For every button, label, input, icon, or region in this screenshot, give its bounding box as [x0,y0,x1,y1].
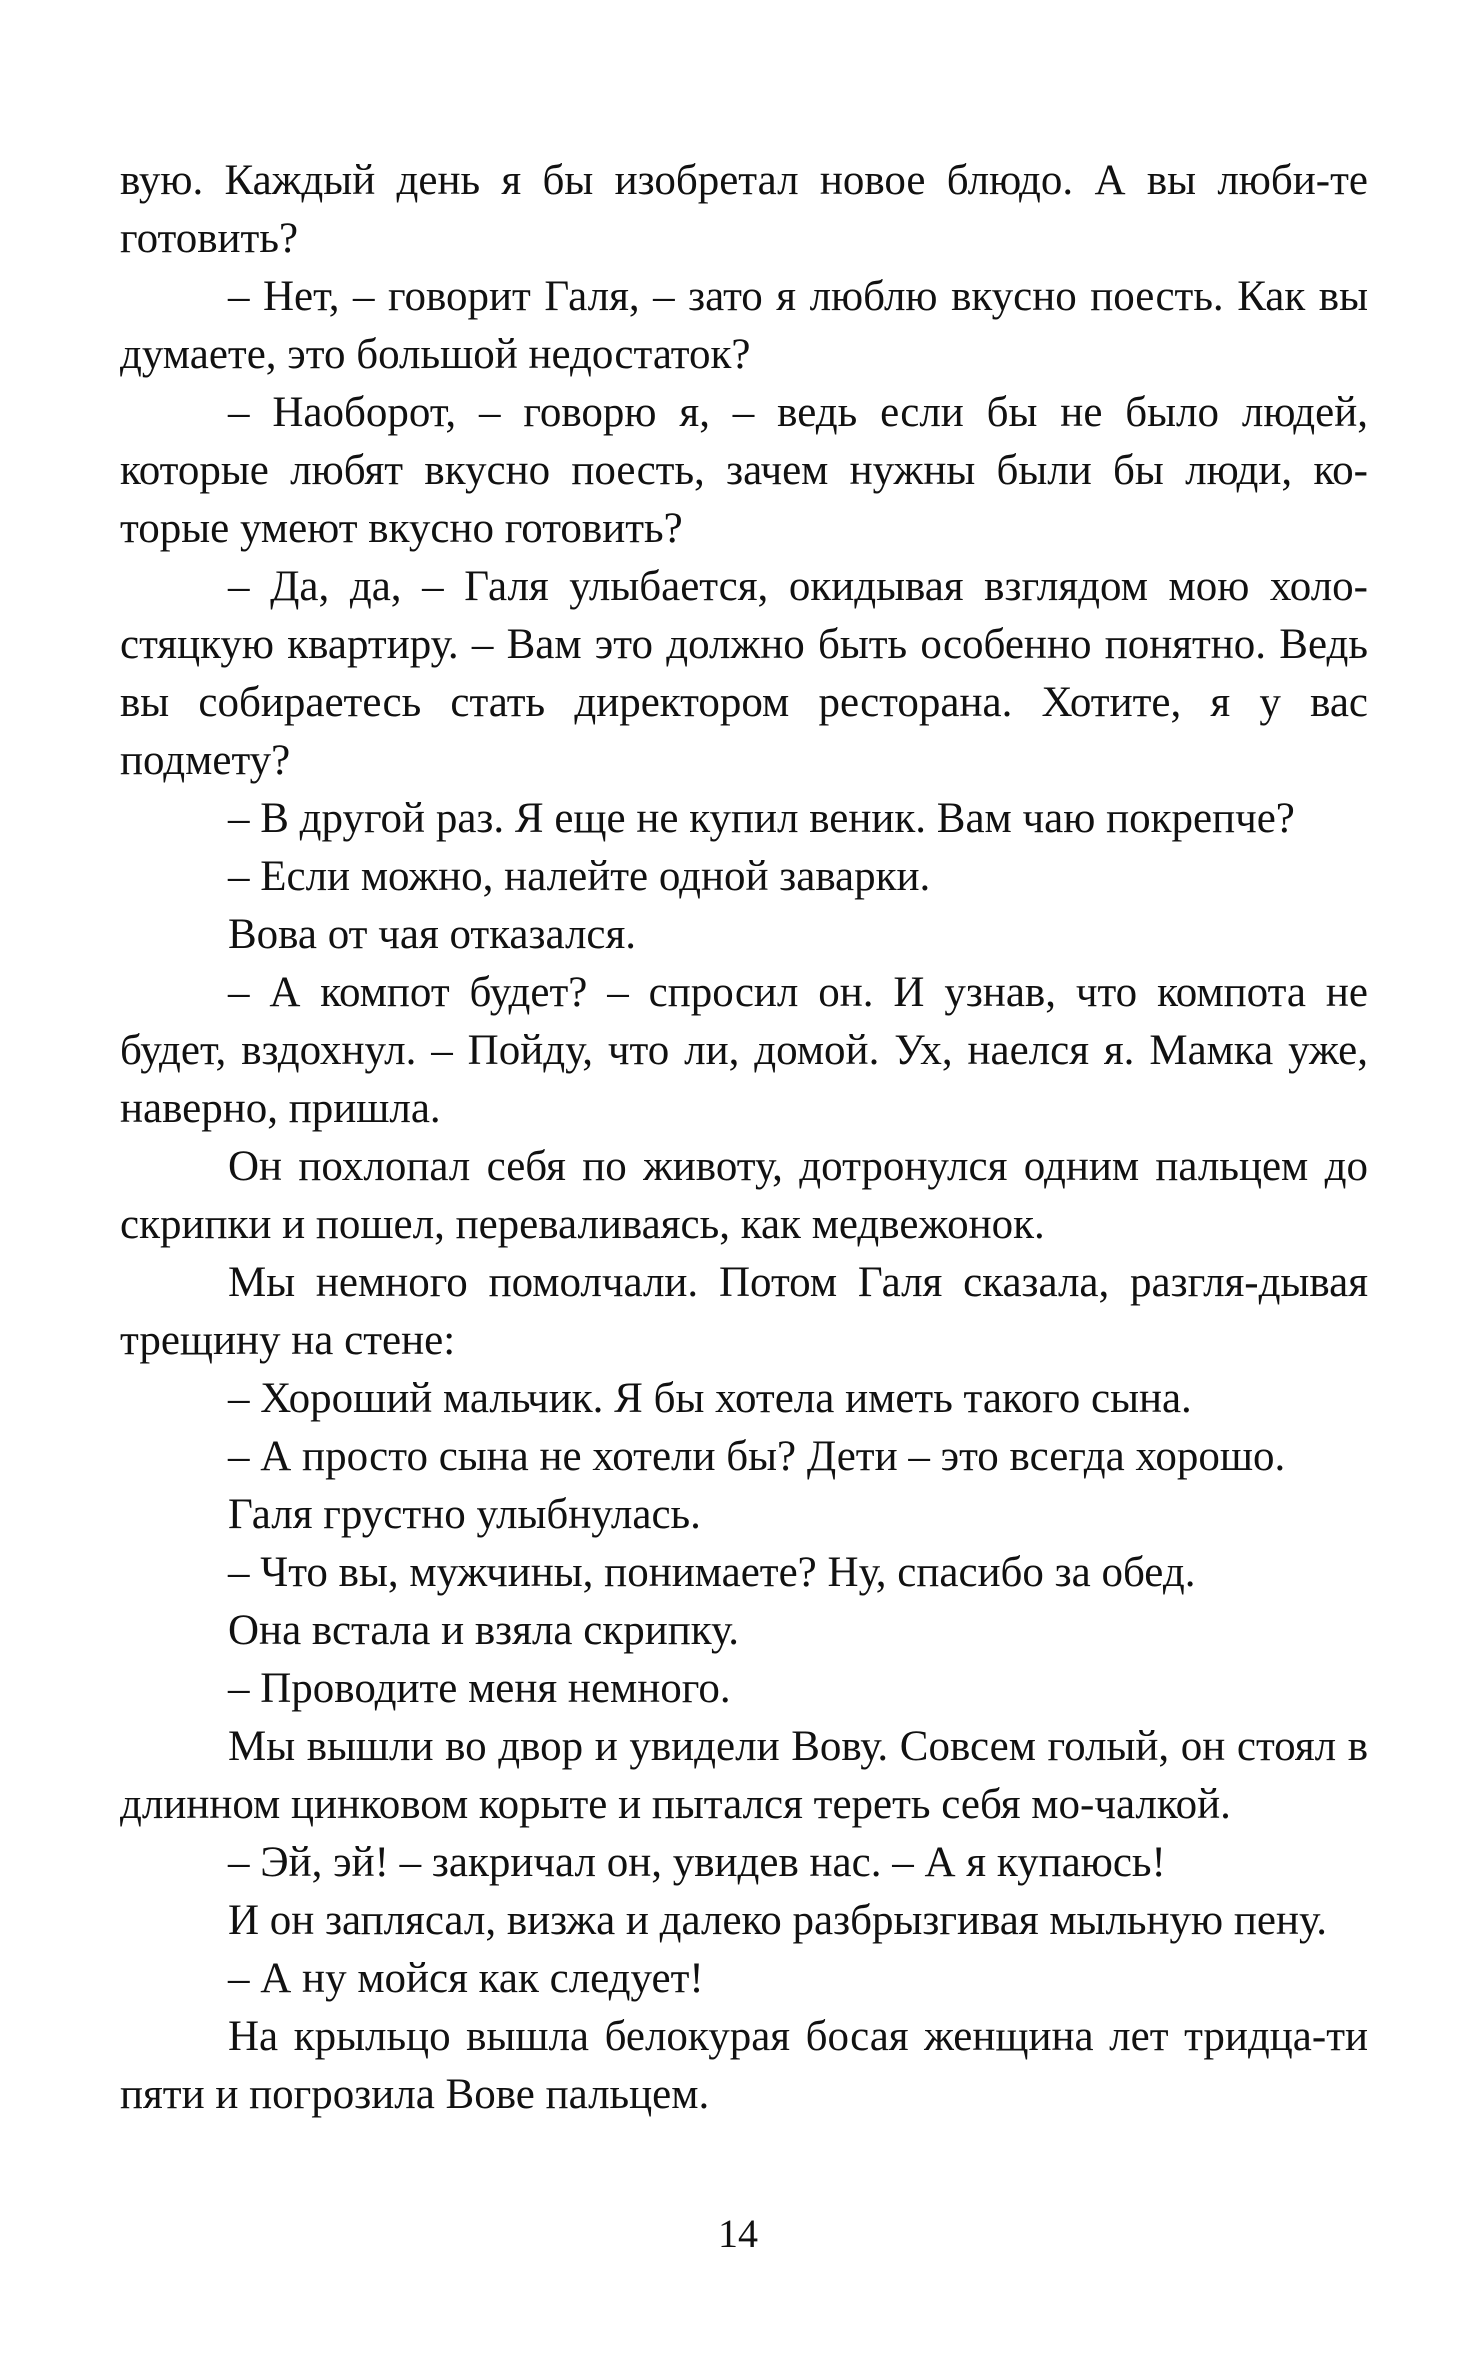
paragraph: – А ну мойся как следует! [228,1955,704,2002]
paragraph: Она встала и взяла скрипку. [228,1607,739,1654]
paragraph: – А просто сына не хотели бы? Дети – это всегда хорошо. [228,1433,1286,1480]
paragraph: – Что вы, мужчины, понимаете? Ну, спасибо за обед. [228,1549,1196,1596]
paragraph: И он заплясал, визжа и далеко разбрызгивая мыльную пену. [228,1897,1327,1944]
paragraph: – В другой раз. Я еще не купил веник. Вам чаю покрепче? [228,795,1295,842]
paragraph: – Хороший мальчик. Я бы хотела иметь такого сына. [228,1375,1192,1422]
paragraph: вую. Каждый день я бы изобретал новое блюдо. А вы люби-те готовить? [120,157,1368,262]
paragraph: – Если можно, налейте одной заварки. [228,853,931,900]
paragraph: Галя грустно улыбнулась. [228,1491,701,1538]
paragraph: Вова от чая отказался. [228,911,637,958]
paragraph: – Наоборот, – говорю я, – ведь если бы не было людей, которые любят вкусно поесть, зачем нужны были бы люди, ко-торые умеют вкусно готовить? [120,389,1368,552]
page-number: 14 [718,2211,758,2256]
paragraph: – Проводите меня немного. [228,1665,731,1712]
paragraph: – Нет, – говорит Галя, – зато я люблю вкусно поесть. Как вы думаете, это большой недостаток? [120,273,1368,378]
paragraph: Мы вышли во двор и увидели Вову. Совсем голый, он стоял в длинном цинковом корыте и пытался тереть себя мо-чалкой. [120,1723,1368,1828]
page-text [120,152,1368,2124]
paragraph: Мы немного помолчали. Потом Галя сказала, разгля-дывая трещину на стене: [120,1259,1368,1364]
paragraph: – Да, да, – Галя улыбается, окидывая взглядом мою холо-стяцкую квартиру. – Вам это должно быть особенно понятно. Ведь вы собираетесь стать директором ресторана. Хотите, я у вас подмету? [120,563,1368,784]
paragraph: – А компот будет? – спросил он. И узнав, что компота не будет, вздохнул. – Пойду, что ли, домой. Ух, наелся я. Мамка уже, наверно, пришла. [120,969,1368,1132]
paragraph: На крыльцо вышла белокурая босая женщина лет тридца-ти пяти и погрозила Вове пальцем. [120,2013,1368,2118]
paragraph: – Эй, эй! – закричал он, увидев нас. – А я купаюсь! [228,1839,1166,1886]
paragraph: Он похлопал себя по животу, дотронулся одним пальцем до скрипки и пошел, переваливаясь, как медвежонок. [120,1143,1368,1248]
